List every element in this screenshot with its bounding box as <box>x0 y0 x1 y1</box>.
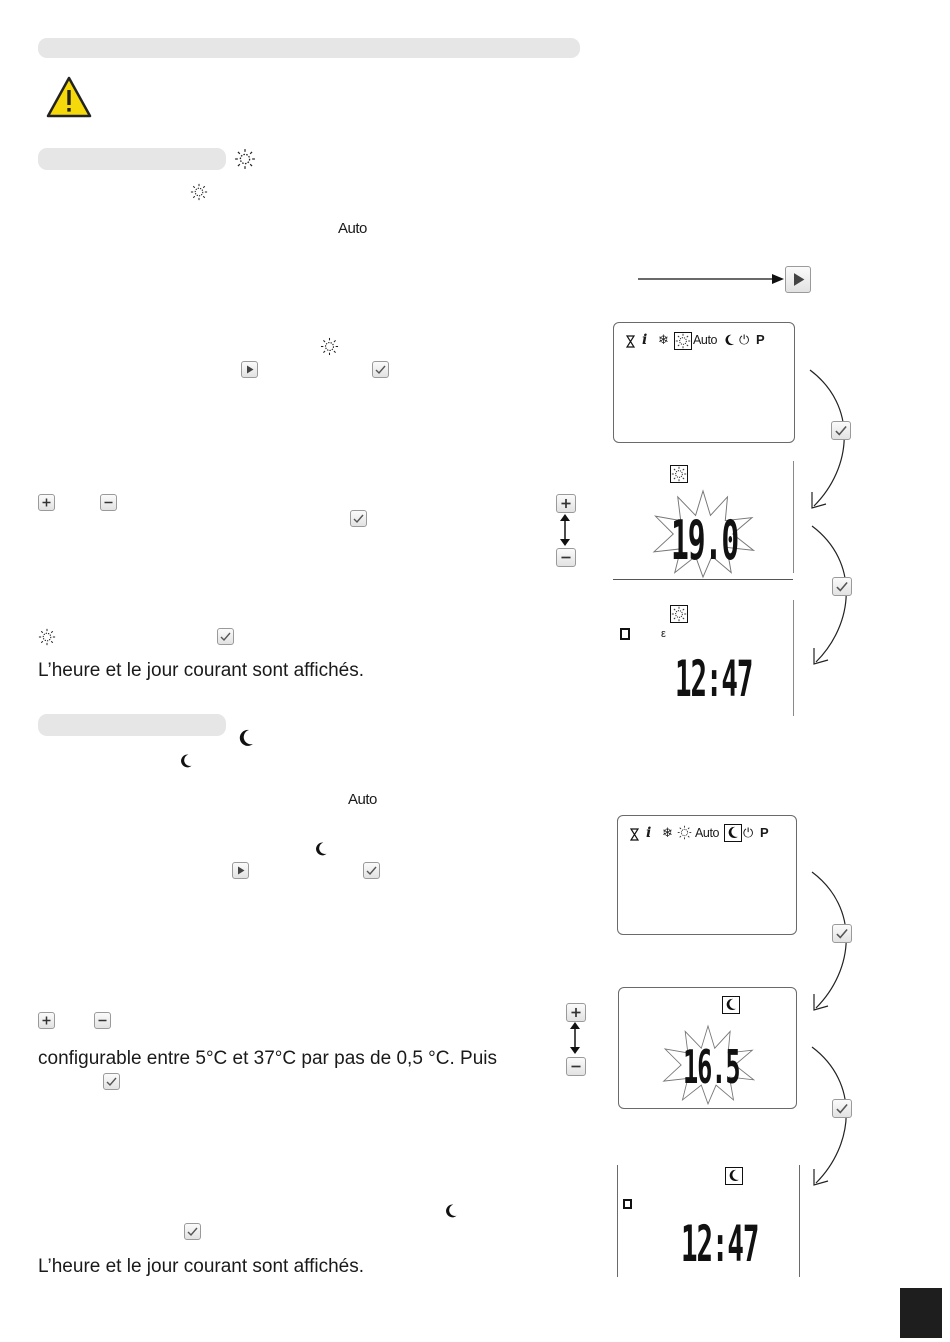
lcd-auto-label: Auto <box>695 826 720 840</box>
minus-button[interactable] <box>556 548 576 567</box>
lcd-eco-setpoint-panel <box>618 987 797 1109</box>
play-button[interactable] <box>241 361 258 378</box>
check-button[interactable] <box>372 361 389 378</box>
lcd-eco-time-panel <box>617 1165 800 1277</box>
curved-arrow-icon <box>808 524 854 671</box>
up-down-arrow-icon <box>558 514 572 551</box>
day-indicator <box>623 1199 632 1209</box>
snowflake-icon: ❄ <box>658 332 669 347</box>
moon-icon <box>236 727 256 749</box>
moon-icon-boxed <box>722 996 740 1014</box>
sun-icon <box>38 628 56 646</box>
plus-button[interactable] <box>38 494 55 511</box>
check-button[interactable] <box>217 628 234 645</box>
top-header-bar <box>38 38 580 58</box>
lcd-p-label: P <box>756 332 765 347</box>
moon-icon <box>313 840 329 858</box>
auto-mode-label: Auto <box>348 791 377 808</box>
lcd-confort-time-panel <box>613 600 795 718</box>
eco-range-text: configurable entre 5°C et 37°C par pas de 0,5 °C. Puis <box>38 1048 497 1069</box>
power-icon: ⏻ <box>739 332 750 347</box>
minus-button[interactable] <box>100 494 117 511</box>
day-indicator <box>620 628 630 640</box>
confort-setpoint-value: 19.0 <box>671 509 739 572</box>
sun-icon <box>320 337 339 356</box>
sun-icon <box>677 825 692 840</box>
up-down-arrow-icon <box>568 1022 582 1059</box>
minus-button[interactable] <box>566 1057 586 1076</box>
eco-result-text: L’heure et le jour courant sont affichés. <box>38 1256 365 1277</box>
plus-button[interactable] <box>556 494 576 513</box>
check-button[interactable] <box>832 577 852 596</box>
moon-icon <box>443 1202 459 1220</box>
sun-icon-boxed <box>670 605 688 623</box>
check-button[interactable] <box>184 1223 201 1240</box>
confort-time-value: 12:47 <box>675 650 753 708</box>
auto-mode-label: Auto <box>338 220 367 237</box>
page-edge-tab <box>900 1288 942 1338</box>
sun-icon-selected <box>674 332 692 350</box>
plus-button[interactable] <box>38 1012 55 1029</box>
play-button[interactable] <box>785 266 811 293</box>
sun-icon-boxed <box>670 465 688 483</box>
play-button[interactable] <box>232 862 249 879</box>
moon-icon-selected <box>724 824 742 842</box>
lcd-eco-menu <box>617 815 797 935</box>
eco-setpoint-value: 16.5 <box>683 1040 740 1094</box>
confort-result-text: L’heure et le jour courant sont affichés. <box>38 660 365 681</box>
curved-arrow-icon <box>806 368 852 515</box>
small-segment: ε <box>661 628 666 640</box>
moon-icon <box>178 752 194 770</box>
eco-time-value: 12:47 <box>681 1215 759 1273</box>
confort-section-header <box>38 148 226 170</box>
sun-icon <box>234 148 256 170</box>
eco-section-header <box>38 714 226 736</box>
power-icon: ⏻ <box>743 825 754 840</box>
check-button[interactable] <box>832 1099 852 1118</box>
check-button[interactable] <box>832 924 852 943</box>
check-button[interactable] <box>831 421 851 440</box>
hourglass-icon <box>630 828 639 841</box>
plus-button[interactable] <box>566 1003 586 1022</box>
check-button[interactable] <box>350 510 367 527</box>
lcd-confort-menu <box>613 322 795 443</box>
info-icon: i <box>646 825 652 841</box>
curved-arrow-icon <box>808 1045 854 1192</box>
moon-icon-boxed <box>725 1167 743 1185</box>
lcd-p-label: P <box>760 825 769 840</box>
snowflake-icon: ❄ <box>662 825 673 840</box>
lcd-auto-label: Auto <box>693 333 718 347</box>
moon-icon <box>723 333 736 347</box>
lcd-confort-setpoint-panel <box>613 461 795 583</box>
minus-button[interactable] <box>94 1012 111 1029</box>
pointer-arrow <box>638 272 784 286</box>
info-icon: i <box>642 332 648 348</box>
check-button[interactable] <box>103 1073 120 1090</box>
warning-icon <box>46 76 92 118</box>
hourglass-icon <box>626 335 635 348</box>
check-button[interactable] <box>363 862 380 879</box>
sun-icon <box>190 183 208 201</box>
curved-arrow-icon <box>808 870 854 1017</box>
